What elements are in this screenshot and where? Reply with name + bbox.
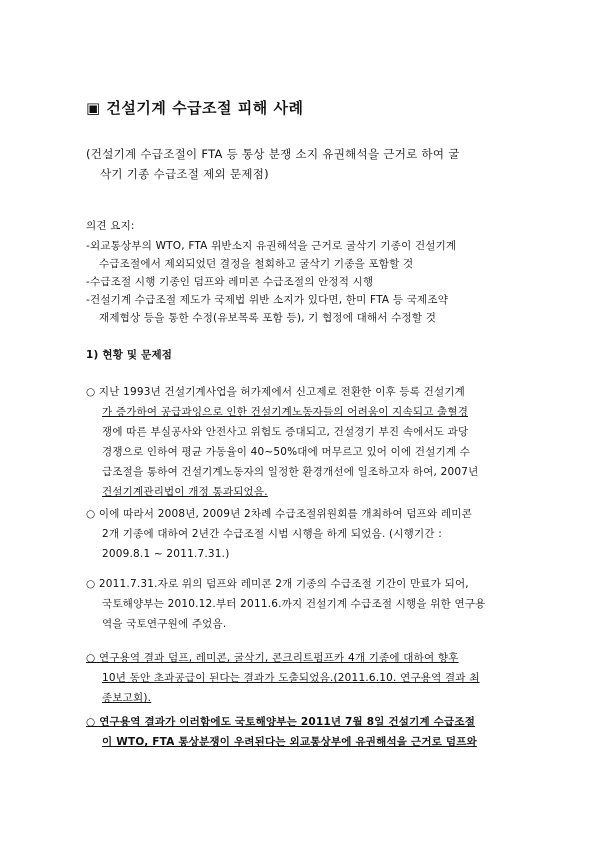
opinion-item: -외교통상부의 WTO, FTA 위반소지 유권해석을 근거로 굴삭기 기종이 건설기계 — [86, 240, 457, 252]
opinion-heading: 의견 요지: — [86, 220, 135, 232]
subtitle-line-1: (건설기계 수급조절이 FTA 등 통상 분쟁 소지 유권해석을 근거로 하여 굴 — [86, 147, 460, 161]
paragraph-line: 급조절을 통하여 건설기계노동자의 일정한 환경개선에 일조하고자 하여, 2007년 — [102, 466, 479, 478]
paragraph-line: ○ 지난 1993년 건설기계사업을 허가제에서 신고제로 전환한 이후 등록 건설기계 — [86, 386, 466, 398]
paragraph-line: ○ 2011.7.31.자로 위의 덤프와 레미콘 2개 기종의 수급조절 기간이 만료가 되어, — [86, 578, 469, 590]
paragraph-5 — [86, 712, 477, 752]
paragraph-3 — [86, 574, 486, 634]
opinion-item: 수급조절에서 제외되었던 결정을 철회하고 굴삭기 기종을 포함할 것 — [99, 258, 414, 270]
paragraph-line: 2개 기종에 대하여 2년간 수급조절 시범 시행을 하게 되었음. (시행기간 : — [102, 528, 442, 540]
paragraph-line: 가 증가하여 공급과잉으로 인한 건설기계노동자들의 어려움이 지속되고 출혈경 — [102, 406, 469, 418]
opinion-item: 재제협상 등을 통한 수정(유보목록 포함 등), 기 협정에 대해서 수정할 것 — [99, 312, 437, 324]
subtitle-line-2: 삭기 기종 수급조절 제외 문제점) — [100, 167, 269, 181]
document-title: ▣ 건설기계 수급조절 피해 사례 — [86, 99, 304, 117]
paragraph-4 — [86, 648, 480, 708]
paragraph-line: 국토해양부는 2010.12.부터 2011.6.까지 건설기계 수급조절 시행을 위한 연구용 — [102, 598, 486, 610]
opinion-item: -건설기계 수급조절 제도가 국제법 위반 소지가 있다면, 한미 FTA 등 국제조약 — [86, 294, 449, 306]
paragraph-line: 쟁에 따른 부실공사와 안전사고 위험도 증대되고, 건설경기 부진 속에서도 과당 — [102, 426, 469, 438]
paragraph-line: 경쟁으로 인하여 평균 가동율이 40~50%대에 머무르고 있어 이에 건설기계 수 — [102, 446, 471, 458]
section-heading: 1) 현황 및 문제점 — [86, 349, 173, 361]
paragraph-line: 2009.8.1 ~ 2011.7.31.) — [102, 548, 230, 560]
paragraph-line: ○ 연구용역 결과 덤프, 레미콘, 굴삭기, 콘크리트펌프카 4개 기종에 대하여 향후 — [86, 652, 459, 664]
paragraph-1 — [86, 382, 478, 502]
paragraph-2 — [86, 504, 472, 564]
paragraph-line: ○ 연구용역 결과가 이러함에도 국토해양부는 2011년 7월 8일 건설기계 수급조절 — [86, 716, 476, 728]
paragraph-line: ○ 이에 따라서 2008년, 2009년 2차례 수급조절위원회를 개최하여 덤프와 레미콘 — [86, 508, 472, 520]
paragraph-line: 종보고회). — [102, 692, 152, 704]
opinion-item: -수급조절 시행 기종인 덤프와 레미콘 수급조절의 안정적 시행 — [86, 276, 374, 288]
paragraph-line: 이 WTO, FTA 통상분쟁이 우려된다는 외교통상부에 유권해석을 근거로 덤프와 — [102, 736, 477, 748]
paragraph-line: 10년 동안 초과공급이 된다는 결과가 도출되었음.(2011.6.10. 연구용역 결과 최 — [102, 672, 480, 684]
paragraph-line: 역을 국토연구원에 주었음. — [102, 618, 227, 630]
paragraph-line: 건설기계관리법이 개정 통과되었음. — [102, 486, 268, 498]
